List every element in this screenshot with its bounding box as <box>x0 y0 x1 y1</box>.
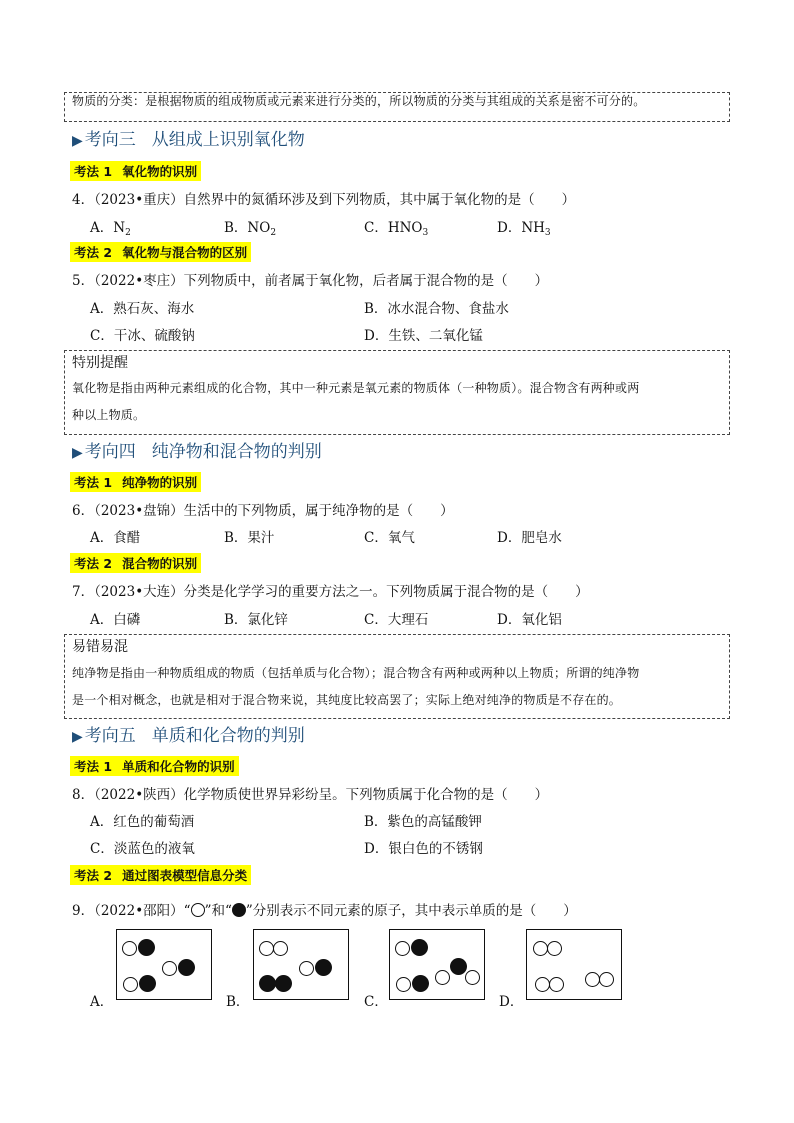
section-label: 考向三 <box>84 130 136 150</box>
molecule-diagram-c <box>389 929 485 1000</box>
question-5-option-d: D．生铁、二氧化锰 <box>364 328 483 344</box>
method-tag-5-1 <box>70 756 239 776</box>
common-mistakes-box-line-1: 纯净物是指由一种物质组成的物质（包括单质与化合物）；混合物含有两种或两种以上物质；所谓的纯净物 <box>72 666 640 680</box>
section-heading-5 <box>72 721 305 746</box>
method-tag-4-1 <box>70 472 201 492</box>
question-6-stem: 6．（2023•盘锦）生活中的下列物质，属于纯净物的是（ ） <box>72 503 454 519</box>
section-title: 从组成上识别氧化物 <box>151 130 305 150</box>
question-9-stem: 9．（2022•邵阳）“ ”和“ ”分别表示不同元素的原子，其中表示单质的是（ ） <box>72 903 577 919</box>
question-6-option-d: D．肥皂水 <box>497 530 562 546</box>
tag-title: 混合物的识别 <box>122 556 198 571</box>
question-8-option-d: D．银白色的不锈钢 <box>364 841 483 857</box>
section-title: 单质和化合物的判别 <box>151 726 305 746</box>
method-tag-5-2 <box>70 865 251 885</box>
question-4-stem: 4．（2023•重庆）自然界中的氮循环涉及到下列物质，其中属于氧化物的是（ ） <box>72 192 576 208</box>
note-classification-text: 物质的分类：是根据物质的组成物质或元素来进行分类的，所以物质的分类与其组成的关系是密不可分的。 <box>72 94 646 108</box>
method-tag-4-2 <box>70 553 201 573</box>
question-9-option-d-label: D． <box>499 994 524 1010</box>
common-mistakes-box-title: 易错易混 <box>72 639 128 655</box>
molecule-diagram-d <box>526 929 622 1000</box>
question-4-option-a: A．$N_2$ <box>90 220 131 238</box>
section-title: 纯净物和混合物的判别 <box>151 442 322 462</box>
method-tag-3-1 <box>70 161 201 181</box>
method-tag-3-2 <box>70 242 251 262</box>
common-mistakes-box-line-2: 是一个相对概念，也就是相对于混合物来说，其纯度比较高罢了；实际上绝对纯净的物质是不存在的。 <box>72 693 622 707</box>
question-7-option-a: A．白磷 <box>90 612 141 628</box>
question-7-option-c: C．大理石 <box>364 612 429 628</box>
triangle-icon: ▶ <box>72 133 83 149</box>
question-7-stem: 7．（2023•大连）分类是化学学习的重要方法之一。下列物质属于混合物的是（ ） <box>72 584 589 600</box>
triangle-icon: ▶ <box>72 445 83 461</box>
reminder-box-line-2: 种以上物质。 <box>72 408 146 422</box>
tag-title: 单质和化合物的识别 <box>122 759 235 774</box>
question-6-option-a: A．食醋 <box>90 530 141 546</box>
question-5-option-c: C．干冰、硫酸钠 <box>90 328 195 344</box>
tag-title: 氧化物与混合物的区别 <box>122 245 248 260</box>
section-heading-3 <box>72 125 305 150</box>
question-4-option-d: D．$NH_3$ <box>497 220 551 238</box>
reminder-box-title: 特别提醒 <box>72 355 128 371</box>
question-9-option-c-label: C． <box>364 994 388 1010</box>
tag-label: 考法 1 <box>74 164 113 179</box>
question-8-option-a: A．红色的葡萄酒 <box>90 814 195 830</box>
molecule-diagram-b <box>253 929 349 1000</box>
molecule-diagram-a <box>116 929 212 1000</box>
question-9-option-a-label: A． <box>90 994 114 1010</box>
question-6-option-c: C．氧气 <box>364 530 415 546</box>
section-label: 考向五 <box>84 726 136 746</box>
question-5-stem: 5．（2022•枣庄）下列物质中，前者属于氧化物，后者属于混合物的是（ ） <box>72 273 549 289</box>
question-4-option-c: C．$HNO_3$ <box>364 220 429 238</box>
question-4-option-b: B．$NO_2$ <box>224 220 277 238</box>
question-5-option-a: A．熟石灰、海水 <box>90 301 195 317</box>
question-7-option-d: D．氧化铝 <box>497 612 562 628</box>
question-8-stem: 8．（2022•陕西）化学物质使世界异彩纷呈。下列物质属于化合物的是（ ） <box>72 787 549 803</box>
reminder-box-line-1: 氧化物是指由两种元素组成的化合物，其中一种元素是氧元素的物质体（一种物质）。混合物含有两种或两 <box>72 381 640 395</box>
tag-label: 考法 2 <box>74 245 113 260</box>
section-label: 考向四 <box>84 442 136 462</box>
black-atom-icon <box>232 903 246 917</box>
question-6-option-b: B．果汁 <box>224 530 275 546</box>
tag-title: 氧化物的识别 <box>122 164 198 179</box>
triangle-icon: ▶ <box>72 729 83 745</box>
question-9-option-b-label: B． <box>226 994 250 1010</box>
question-8-option-c: C．淡蓝色的液氧 <box>90 841 195 857</box>
white-atom-icon <box>191 903 205 917</box>
section-heading-4 <box>72 437 322 462</box>
question-8-option-b: B．紫色的高锰酸钾 <box>364 814 482 830</box>
tag-title: 通过图表模型信息分类 <box>122 868 248 883</box>
question-5-option-b: B．冰水混合物、食盐水 <box>364 301 509 317</box>
tag-label: 考法 1 <box>74 759 113 774</box>
tag-label: 考法 2 <box>74 868 113 883</box>
tag-title: 纯净物的识别 <box>122 475 198 490</box>
tag-label: 考法 2 <box>74 556 113 571</box>
tag-label: 考法 1 <box>74 475 113 490</box>
question-7-option-b: B．氯化锌 <box>224 612 288 628</box>
